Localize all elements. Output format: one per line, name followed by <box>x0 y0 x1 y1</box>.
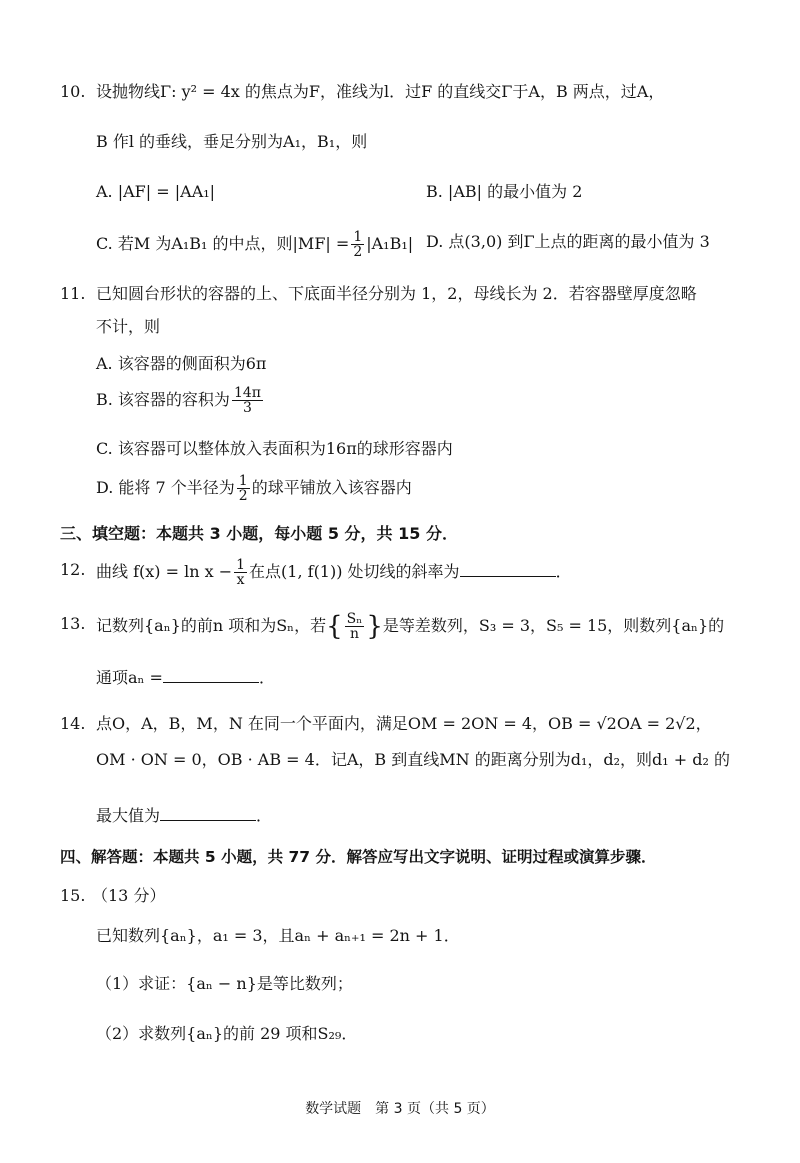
q11-option-d-tail: 的球平铺放入该容器内 <box>251 478 412 497</box>
q10-stem-line1: 设抛物线Γ: y² = 4x 的焦点为F，准线为l．过F 的直线交Γ于A，B 两点，过A， <box>96 82 665 101</box>
q12-number: 12. <box>60 560 86 579</box>
q10-option-d: D. 点(3,0) 到Γ上点的距离的最小值为 3 <box>426 232 710 251</box>
q11-option-a: A. 该容器的侧面积为6π <box>96 354 267 373</box>
q11-stem-line2: 不计，则 <box>96 317 161 336</box>
q11-number: 11. <box>60 284 86 303</box>
fraction-denominator: n <box>349 626 359 642</box>
q10-option-b: B. |AB| 的最小值为 2 <box>426 182 583 201</box>
q15-number: 15. <box>60 886 86 905</box>
q12-stem <box>96 558 572 587</box>
fraction-numerator: 14π <box>233 385 261 401</box>
q15-part1: （1）求证：{aₙ − n}是等比数列； <box>96 974 353 993</box>
q13-line2 <box>96 664 275 690</box>
q13-stem <box>96 612 724 641</box>
q13-line2-text: 通项aₙ = <box>96 668 163 687</box>
q15-given: 已知数列{aₙ}，a₁ = 3，且aₙ + aₙ₊₁ = 2n + 1． <box>96 926 460 945</box>
fraction-numerator: 1 <box>238 473 248 489</box>
q12-text-tail: 在点(1, f(1)) 处切线的斜率为 <box>249 562 460 581</box>
q10-number: 10. <box>60 82 86 101</box>
q11-option-c: C. 该容器可以整体放入表面积为16π的球形容器内 <box>96 439 453 458</box>
section4-heading: 四、解答题：本题共 5 小题，共 77 分．解答应写出文字说明、证明过程或演算步骤． <box>60 848 657 866</box>
q11-stem-line1: 已知圆台形状的容器的上、下底面半径分别为 1，2，母线长为 2．若容器壁厚度忽略 <box>96 284 697 303</box>
q13-number: 13. <box>60 614 86 633</box>
fraction-denominator: 2 <box>238 488 248 504</box>
fraction-numerator: Sₙ <box>346 611 363 627</box>
q14-line1: 点O，A，B，M，N 在同一个平面内，满足OM = 2ON = 4，OB = √2OA = 2√2， <box>96 714 712 733</box>
q12-answer-blank[interactable] <box>460 558 556 577</box>
q12-fraction <box>234 558 247 587</box>
q12-text: 曲线 f(x) = ln x − <box>96 562 233 581</box>
q13-fraction <box>345 612 365 641</box>
q14-line2: OM · ON = 0，OB · AB = 4．记A，B 到直线MN 的距离分别为d₁，d₂，则d₁ + d₂ 的 <box>96 750 730 769</box>
q14-number: 14. <box>60 714 86 733</box>
q15-part2: （2）求数列{aₙ}的前 29 项和S₂₉． <box>96 1024 358 1043</box>
fraction-denominator: 3 <box>242 400 252 416</box>
q10-option-c <box>96 230 413 259</box>
q10-option-c-tail: |A₁B₁| <box>366 234 414 253</box>
q11-option-d-fraction <box>237 474 250 503</box>
brace-open: { <box>326 611 343 642</box>
q13-answer-blank[interactable] <box>163 664 259 683</box>
q15-score: （13 分） <box>92 886 166 905</box>
q14-answer-blank[interactable] <box>160 802 256 821</box>
q10-option-c-text: C. 若M 为A₁B₁ 的中点，则|MF| = <box>96 234 350 253</box>
q12-end: ． <box>555 562 572 581</box>
q11-option-b-text: B. 该容器的容积为 <box>96 390 230 409</box>
fraction-numerator: 1 <box>353 229 363 245</box>
brace-close: } <box>366 611 383 642</box>
q10-stem-line2: B 作l 的垂线，垂足分别为A₁，B₁，则 <box>96 132 368 151</box>
q14-line3 <box>96 802 272 828</box>
q13-text: 记数列{aₙ}的前n 项和为Sₙ，若 <box>96 616 327 635</box>
q11-option-d <box>96 474 412 503</box>
fraction-denominator: x <box>236 572 245 588</box>
q14-end: ． <box>256 806 273 825</box>
q13-end: ． <box>258 668 275 687</box>
q10-option-a: A. |AF| = |AA₁| <box>96 182 216 201</box>
fraction-denominator: 2 <box>353 244 363 260</box>
fraction-numerator: 1 <box>236 557 246 573</box>
q13-text-tail: 是等差数列，S₃ = 3，S₅ = 15，则数列{aₙ}的 <box>382 616 725 635</box>
q10-option-c-fraction <box>351 230 364 259</box>
q11-option-b-fraction <box>232 386 263 415</box>
q14-line3-text: 最大值为 <box>96 806 161 825</box>
section3-heading: 三、填空题：本题共 3 小题，每小题 5 分，共 15 分． <box>60 524 458 543</box>
page-footer: 数学试题 第 3 页（共 5 页） <box>305 1101 495 1117</box>
q11-option-d-text: D. 能将 7 个半径为 <box>96 478 235 497</box>
q11-option-b <box>96 386 265 415</box>
